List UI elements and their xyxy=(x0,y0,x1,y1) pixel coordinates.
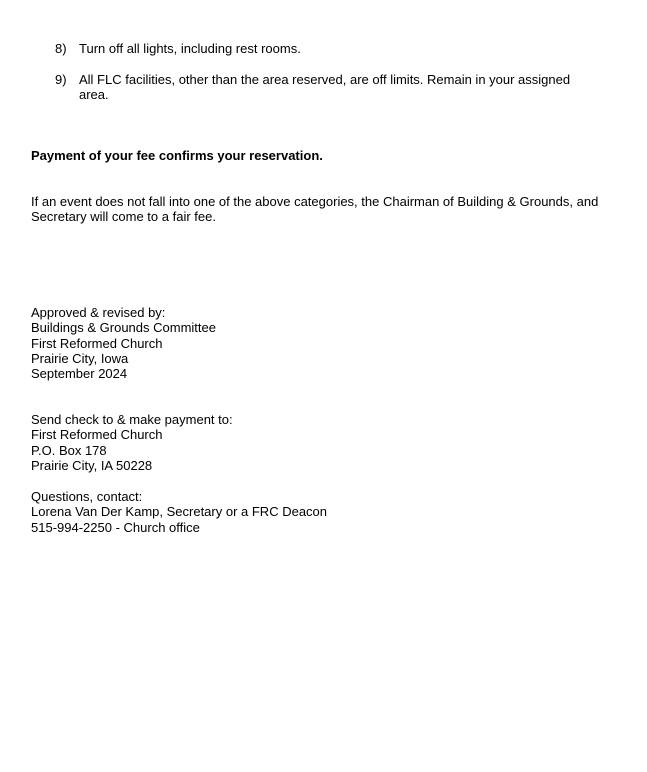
approval-date: September 2024 xyxy=(31,366,128,382)
payment-address-po-box: P.O. Box 178 xyxy=(31,442,107,458)
payment-address-block xyxy=(31,412,611,473)
approval-heading: Approved & revised by: xyxy=(31,305,166,320)
rule-number: 9) xyxy=(55,72,67,87)
payment-address-church: First Reformed Church xyxy=(31,427,163,443)
rule-text: Turn off all lights, including rest rooms. xyxy=(79,41,301,56)
payment-address-city: Prairie City, IA 50228 xyxy=(31,457,153,473)
contact-heading: Questions, contact: xyxy=(31,489,143,504)
other-events-paragraph: If an event does not fall into one of the above categories, the Chairman of Building & Grounds, and Secretary will come to a fair fee. xyxy=(31,194,599,225)
approval-committee: Buildings & Grounds Committee xyxy=(31,320,216,336)
rule-number: 8) xyxy=(55,41,67,56)
contact-person: Lorena Van Der Kamp, Secretary or a FRC Deacon xyxy=(31,504,328,520)
rule-text: All FLC facilities, other than the area reserved, are off limits. Remain in your assigned area. xyxy=(79,72,571,103)
approval-block xyxy=(31,305,611,381)
approval-location: Prairie City, Iowa xyxy=(31,350,129,366)
contact-phone: 515-994-2250 - Church office xyxy=(31,519,200,535)
contact-block xyxy=(31,489,611,535)
payment-address-heading: Send check to & make payment to: xyxy=(31,412,233,427)
payment-confirmation-note: Payment of your fee confirms your reservation. xyxy=(31,148,323,163)
approval-church: First Reformed Church xyxy=(31,335,163,351)
